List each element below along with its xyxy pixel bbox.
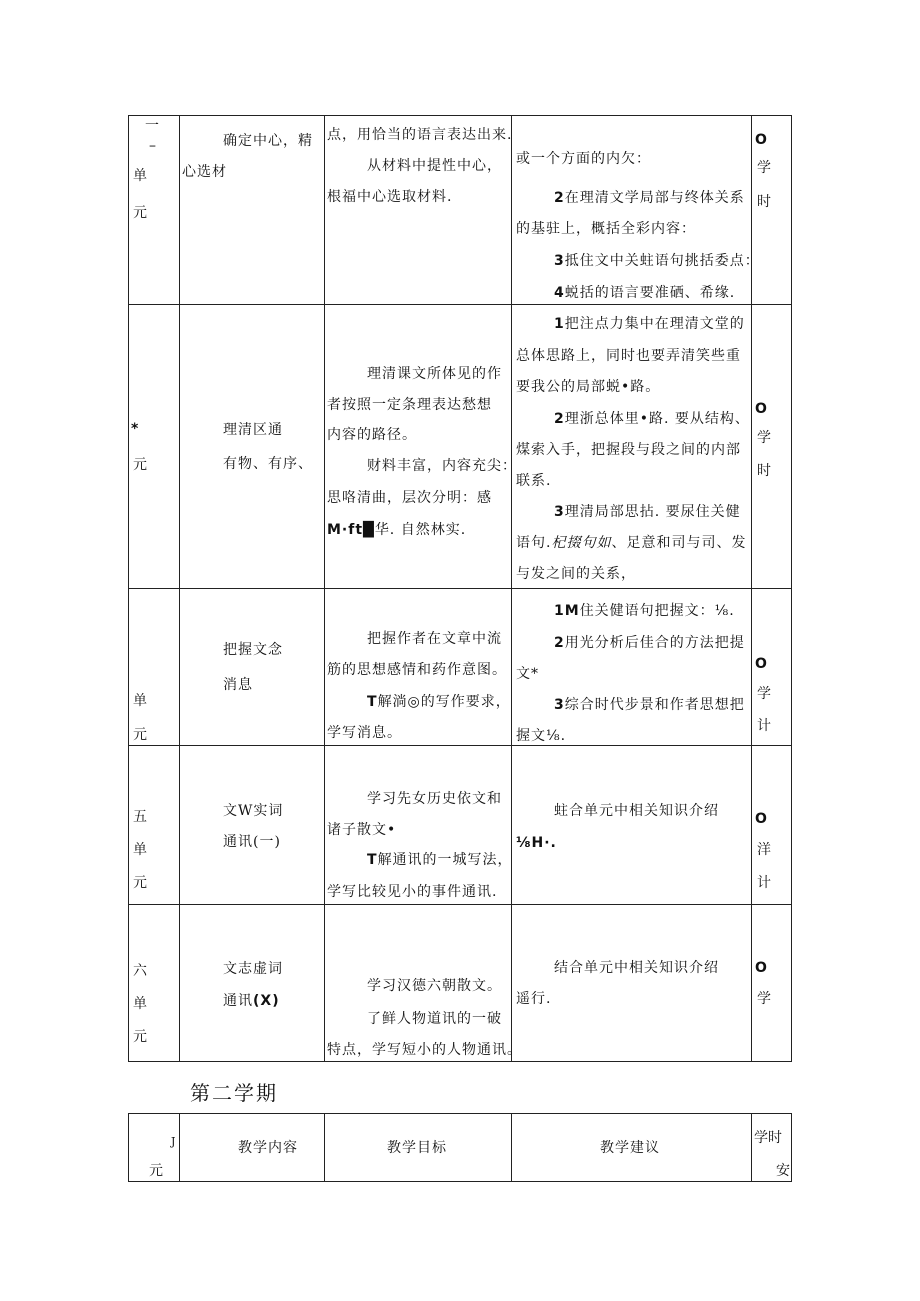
content-text: 有物、有序、 [223, 456, 313, 472]
header-text: 教学内容 [238, 1140, 298, 1156]
goals-text [327, 522, 466, 538]
item-number: 1 [554, 316, 565, 332]
goals-text: 解淌◎的写作要求， [377, 694, 511, 710]
advice-item-text: 把注点力集中在理清文堂的 [564, 316, 745, 332]
advice-cell [512, 746, 752, 905]
hours-text: 学 [757, 430, 772, 446]
unit-cell [129, 905, 180, 1062]
advice-item-text: 理清局部思拈. 要尿住关健 [564, 504, 741, 520]
bold-glyph: (X) [253, 993, 280, 1009]
goals-cell [325, 116, 512, 305]
header-text: J [171, 1135, 177, 1148]
item-number: 3 [554, 504, 565, 520]
header-text: 教学建议 [600, 1140, 660, 1156]
advice-cell [512, 905, 752, 1062]
content-text: 文W实词 [223, 803, 284, 819]
semester-heading: 第二学期 [190, 1081, 278, 1105]
goals-text: 把握作者在文章中流 [367, 631, 502, 647]
hours-cell [752, 116, 792, 305]
advice-text [554, 253, 760, 269]
table-row [129, 746, 792, 905]
advice-item-text: 在理清文学局部与终体关系 [564, 190, 745, 206]
unit-text: 五 [133, 809, 148, 825]
hours-text: O [755, 656, 768, 672]
table-row [129, 589, 792, 746]
content-text: 通讯(一) [223, 834, 281, 850]
advice-text [554, 504, 741, 520]
advice-text: 的基驻上，概括全彩内容： [516, 221, 696, 237]
advice-text: 文* [516, 666, 539, 682]
item-number: 2 [554, 411, 565, 427]
content-cell [180, 746, 325, 905]
advice-cell [512, 305, 752, 589]
bold-glyph: T [367, 694, 378, 710]
advice-text: 与发之间的关系， [516, 566, 636, 582]
second-semester-table [128, 1113, 792, 1182]
header-text: 元 [149, 1163, 164, 1179]
hours-text: 学 [757, 991, 772, 1007]
unit-text: 六 [133, 963, 148, 979]
unit-text: 元 [133, 727, 148, 743]
goals-text: 财料丰富，内容充尖： [367, 458, 517, 474]
advice-text: 要我公的局部蜕•路。 [516, 379, 661, 395]
unit-text: * [131, 421, 140, 437]
advice-text: 或一个方面的内欠： [516, 151, 651, 167]
goals-text: 华. 自然林实. [374, 522, 467, 538]
advice-text: 遥行. [516, 991, 552, 1007]
unit-text: 单 [133, 693, 148, 709]
table-header-row [129, 1114, 792, 1182]
content-cell [180, 116, 325, 305]
goals-text: 学习先女历史依文和 [367, 791, 502, 807]
hours-text: 学 [757, 686, 772, 702]
advice-text: 煤索入手，把握段与段之间的内部 [516, 442, 741, 458]
advice-item-text: 理浙总体里•路. 要从结构、 [564, 411, 750, 427]
header-hours-cell [752, 1114, 792, 1182]
table-row [129, 116, 792, 305]
advice-text: 蛀合单元中相关知识介绍 [554, 803, 719, 819]
advice-item-text: 综合时代步景和作者思想把 [564, 697, 745, 713]
goals-text: 思咯清曲，层次分明：感 [327, 490, 492, 506]
goals-cell [325, 905, 522, 1062]
goals-cell [325, 589, 512, 746]
advice-cell [512, 589, 752, 746]
advice-text [554, 411, 750, 427]
goals-text: 根福中心选取材料. [327, 189, 453, 205]
goals-cell [325, 305, 517, 589]
header-text: 学时 [754, 1130, 782, 1146]
goals-text: 点，用恰当的语言表达出来. [327, 127, 513, 143]
hours-cell [752, 589, 792, 746]
unit-text: 元 [133, 457, 148, 473]
advice-text: 握文⅛. [516, 728, 567, 744]
hours-text: O [755, 401, 768, 417]
goals-text: 特点，学写短小的人物通讯。 [327, 1042, 522, 1058]
item-number: 3 [554, 697, 565, 713]
item-number: 2 [554, 635, 565, 651]
hours-cell [752, 746, 792, 905]
hours-text: 计 [757, 718, 772, 734]
advice-item-text: 抵住文中关蛀语句挑括委点： [564, 253, 760, 269]
unit-text: 单 [133, 996, 148, 1012]
item-number: 3 [554, 253, 565, 269]
garbled-text: M·ft█ [327, 522, 375, 538]
header-text: 教学目标 [387, 1140, 447, 1156]
hours-text: O [755, 132, 768, 148]
goals-cell [325, 746, 512, 905]
advice-text [554, 697, 745, 713]
unit-text: 一 [145, 118, 160, 134]
header-unit-cell [129, 1114, 180, 1182]
unit-text: 元 [133, 875, 148, 891]
hours-text: 计 [757, 875, 772, 891]
goals-text: 筋的思想感情和药作意图。 [327, 662, 507, 678]
advice-text: 、足意和司与司、发 [611, 535, 747, 551]
advice-item-text: 住关健语句把握文：⅛. [579, 603, 735, 619]
table-row [129, 305, 792, 589]
hours-cell [752, 305, 792, 589]
header-goals-cell [325, 1114, 512, 1182]
hours-text: 时 [757, 463, 772, 479]
goals-text: 学写消息。 [327, 725, 402, 741]
content-cell [180, 589, 325, 746]
header-content-cell [180, 1114, 325, 1182]
unit-text: 元 [133, 1029, 148, 1045]
unit-cell [129, 746, 180, 905]
content-text: 消息 [223, 677, 253, 693]
hours-text: O [755, 811, 768, 827]
unit-text: 单 [133, 168, 148, 184]
content-text: 文志虚词 [223, 961, 283, 977]
header-advice-cell [512, 1114, 752, 1182]
goals-text: 理清课文所体见的作 [367, 366, 502, 382]
unit-cell [129, 305, 180, 589]
first-semester-table [128, 115, 792, 1062]
content-text: 理清区通 [223, 422, 283, 438]
goals-text [367, 694, 511, 710]
goals-text: 从材料中提性中心， [367, 158, 502, 174]
item-number: 1M [554, 603, 580, 619]
advice-italic-text: 杞掇句如 [551, 535, 612, 551]
hours-text: 洋 [757, 842, 772, 858]
unit-text: – [149, 138, 157, 154]
unit-text: 单 [133, 842, 148, 858]
goals-text: 者按照一定条理表达愁想 [327, 397, 492, 413]
advice-text [554, 285, 735, 301]
table-row [129, 905, 792, 1062]
item-number: 2 [554, 190, 565, 206]
content-text: 心选材 [182, 164, 227, 180]
advice-text: 总体思路上，同时也要弄清笑些重 [516, 348, 741, 364]
hours-text: 时 [757, 194, 772, 210]
unit-text: 元 [133, 205, 148, 221]
goals-text: 学习汉德六朝散文。 [367, 978, 502, 994]
content-text: 把握文念 [223, 642, 283, 658]
hours-text: 学 [757, 160, 772, 176]
goals-text: 了鲜人物道讯的一破 [367, 1011, 502, 1027]
hours-text: O [755, 960, 768, 976]
header-text: 安 [776, 1163, 791, 1179]
advice-text [554, 316, 745, 332]
bold-glyph: T [367, 852, 378, 868]
advice-cell [512, 116, 760, 305]
advice-item-text: 蜕括的语言要准硒、希缘. [564, 285, 736, 301]
content-text: 确定中心，精 [223, 133, 313, 149]
item-number: 4 [554, 285, 565, 301]
advice-text [554, 190, 745, 206]
goals-text: 学写比较见小的事件通讯. [327, 884, 498, 900]
advice-text [554, 635, 745, 651]
content-text: 通讯 [223, 993, 253, 1009]
unit-cell [129, 589, 180, 746]
advice-item-text: 用光分析后佳合的方法把提 [564, 635, 745, 651]
hours-cell [752, 905, 792, 1062]
advice-text [554, 603, 735, 619]
goals-text [367, 852, 513, 868]
content-text [223, 993, 280, 1009]
content-cell [180, 905, 325, 1062]
goals-text: 内容的路径。 [327, 427, 417, 443]
goals-text: 诸子散文• [327, 822, 397, 838]
advice-text: ⅛H·. [516, 835, 557, 851]
advice-text: 联系. [516, 473, 552, 489]
content-cell [180, 305, 325, 589]
goals-text: 解通讯的一城写法， [377, 852, 513, 868]
unit-cell [129, 116, 180, 305]
advice-text: 语句. [516, 535, 552, 551]
advice-text: 结合单元中相关知识介绍 [554, 960, 719, 976]
advice-text [516, 535, 746, 551]
